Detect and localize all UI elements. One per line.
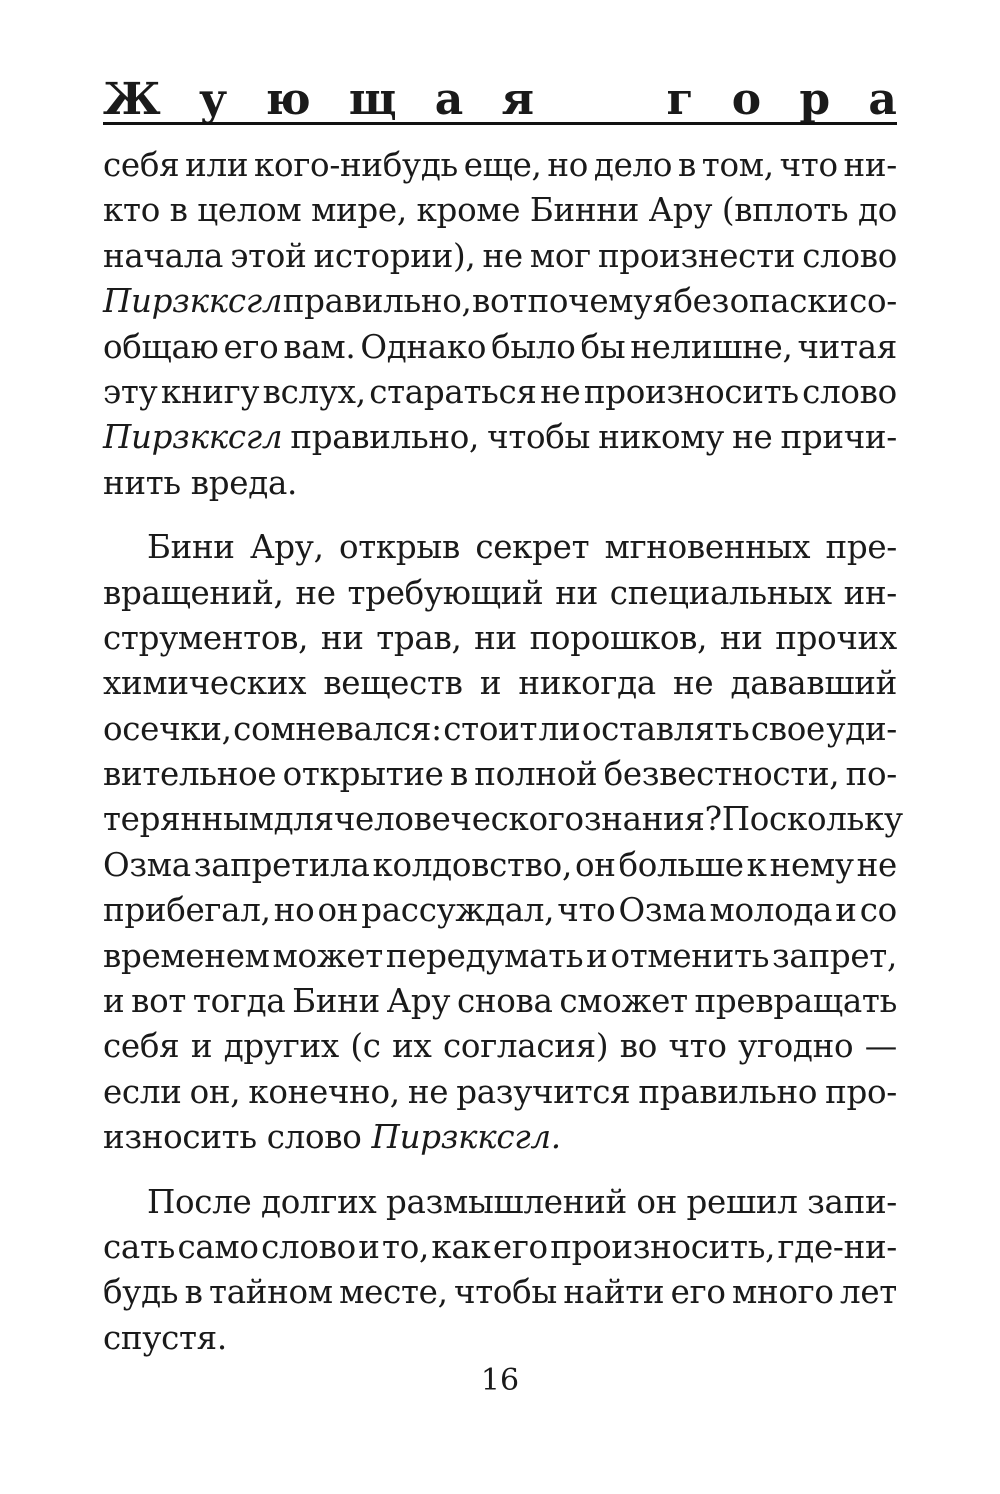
text-line: [103, 797, 903, 842]
word: но: [547, 146, 589, 184]
word: себя: [103, 1027, 180, 1066]
text-line: [103, 370, 897, 415]
word: в: [677, 146, 696, 184]
text-line: [103, 888, 897, 933]
word: Ару: [386, 982, 451, 1021]
word: в: [449, 755, 468, 794]
word: запретила: [193, 845, 370, 884]
text-line: [103, 843, 897, 888]
word: —: [864, 1027, 897, 1066]
text-line: [103, 1070, 897, 1115]
word: сможет: [559, 982, 688, 1021]
word: человеческого: [333, 800, 584, 839]
word: (с: [350, 1027, 381, 1066]
word: вот: [472, 282, 527, 321]
word: вреда.: [190, 463, 298, 502]
word: эту: [103, 372, 158, 411]
word: молода: [709, 891, 833, 930]
word: угодно: [738, 1027, 854, 1066]
text-line: [103, 752, 897, 797]
word: он: [574, 845, 616, 884]
word: Пирзкксгл: [103, 418, 283, 457]
word: и: [358, 1227, 380, 1266]
word: про-: [825, 1072, 897, 1111]
word: общаю: [103, 327, 219, 366]
word: том,: [701, 146, 774, 184]
word: свое: [750, 709, 825, 748]
word: ни: [555, 573, 598, 612]
word: временем: [103, 936, 270, 975]
word: Бинни: [529, 191, 639, 230]
word: себя: [103, 146, 180, 184]
text-line: [103, 1225, 897, 1270]
word: Поскольку: [721, 800, 903, 839]
word: дело: [593, 146, 673, 184]
word: если: [103, 1072, 182, 1111]
word: тогда: [192, 982, 286, 1021]
word: больше: [618, 845, 744, 884]
word: без: [673, 282, 730, 321]
word: где-ни-: [777, 1227, 897, 1266]
text-line: [103, 707, 897, 752]
word: секрет: [475, 528, 590, 567]
word: и: [103, 982, 125, 1021]
word: размышлений: [385, 1182, 627, 1221]
running-head-letter: щ: [348, 74, 397, 125]
word: что: [668, 1027, 727, 1066]
word: много: [732, 1273, 834, 1312]
word: ни: [719, 618, 763, 657]
text-line: [103, 571, 897, 616]
page-number: 16: [480, 1363, 520, 1398]
word: опаски: [729, 282, 849, 321]
paragraph-gap: [103, 506, 897, 525]
header-rule: [103, 122, 897, 125]
word: Ару,: [249, 528, 324, 567]
word: Однако: [360, 327, 487, 366]
word: кто: [103, 191, 160, 230]
word: никогда: [518, 664, 656, 703]
word: ин-: [843, 573, 897, 612]
word: этой: [230, 236, 307, 275]
running-head-letter: г: [666, 74, 694, 125]
word: чтобы: [487, 418, 591, 457]
word: После: [147, 1182, 252, 1221]
word: не: [407, 1072, 449, 1111]
word: Бини: [292, 982, 380, 1021]
word: знания?: [583, 800, 722, 839]
word: для: [273, 800, 334, 839]
word: произнести: [597, 236, 796, 275]
word: не: [295, 573, 336, 612]
word: и: [479, 664, 502, 703]
word: уди-: [826, 709, 897, 748]
word: сать: [103, 1227, 176, 1266]
word: кого-нибудь: [254, 146, 458, 184]
word: вот: [131, 982, 187, 1021]
running-head: [103, 62, 897, 125]
word: трав,: [376, 618, 462, 657]
word: до: [857, 191, 897, 230]
word: требующий: [347, 573, 544, 612]
word: полной: [474, 755, 598, 794]
word: тайном: [209, 1273, 333, 1312]
body-text: [103, 143, 903, 1361]
word: лет: [840, 1273, 897, 1312]
word: нему: [769, 845, 854, 884]
word: месте,: [339, 1273, 448, 1312]
text-line: [103, 1024, 897, 1069]
word: веществ: [323, 664, 463, 703]
word: не: [732, 418, 773, 457]
word: как: [431, 1227, 491, 1266]
word: Ару: [648, 191, 713, 230]
word: будь: [103, 1273, 179, 1312]
word: само: [177, 1227, 259, 1266]
word: книгу: [160, 372, 260, 411]
word: пре-: [825, 528, 897, 567]
text-line: [103, 143, 897, 188]
word: Пирзкксгл: [103, 282, 283, 321]
word: стараться: [369, 372, 537, 411]
word: конечно,: [248, 1072, 400, 1111]
word: его: [492, 1227, 548, 1266]
word: запи-: [807, 1182, 897, 1221]
text-line: [103, 325, 897, 370]
word: износить: [103, 1118, 257, 1157]
word: правильно,: [290, 418, 480, 457]
word: мог: [529, 236, 591, 275]
running-head-letter: я: [501, 74, 534, 125]
word: почему: [527, 282, 653, 321]
word: бы: [580, 327, 626, 366]
word: и: [586, 936, 608, 975]
word: согласия): [443, 1027, 609, 1066]
word: прибегал,: [103, 891, 271, 930]
word: он: [317, 891, 359, 930]
word: не: [673, 664, 714, 703]
word: ли: [538, 709, 581, 748]
word: (вплоть: [721, 191, 849, 230]
word: специальных: [609, 573, 832, 612]
word: решил: [686, 1182, 798, 1221]
word: причи-: [780, 418, 897, 457]
running-head-letter: у: [199, 74, 228, 125]
word: вительное: [103, 755, 277, 794]
running-head-letter: а: [434, 74, 464, 125]
running-head-letter: ю: [265, 74, 311, 125]
word: в: [184, 1273, 203, 1312]
word: правильно: [638, 1072, 818, 1111]
word: передумать: [385, 936, 584, 975]
word: мгновенных: [604, 528, 811, 567]
word: истории),: [313, 236, 476, 275]
word: колдовство,: [372, 845, 572, 884]
text-line: [103, 1115, 897, 1160]
text-line: [103, 279, 897, 324]
word: он: [636, 1182, 677, 1221]
word: и: [190, 1027, 213, 1066]
word: найти: [563, 1273, 665, 1312]
word: кроме: [416, 191, 521, 230]
text-line: [103, 525, 897, 570]
word: спустя.: [103, 1318, 227, 1357]
word: отменить: [610, 936, 770, 975]
word: начала: [103, 236, 224, 275]
word: его: [223, 327, 279, 366]
word: вам.: [283, 327, 356, 366]
word: чтобы: [454, 1273, 557, 1312]
word: долгих: [261, 1182, 377, 1221]
word: он,: [189, 1072, 241, 1111]
word: было: [491, 327, 576, 366]
word: превращать: [694, 982, 897, 1021]
word: во: [619, 1027, 657, 1066]
word: в: [169, 191, 188, 230]
word: оставлять: [581, 709, 750, 748]
word: целом: [197, 191, 302, 230]
word: химических: [103, 664, 307, 703]
word: по-: [845, 755, 897, 794]
text-line: [103, 661, 897, 706]
word: сомневался:: [233, 709, 442, 748]
word: разучится: [456, 1072, 631, 1111]
word: безвестности,: [603, 755, 840, 794]
text-line: [103, 188, 897, 233]
running-head-letter: а: [868, 74, 897, 125]
text-line: [103, 1180, 897, 1225]
word: со-: [849, 282, 897, 321]
word: читая: [797, 327, 897, 366]
running-head-letter: о: [731, 74, 762, 125]
word: произносить: [583, 372, 799, 411]
word: слово: [802, 236, 897, 275]
word: рассуждал,: [361, 891, 555, 930]
word: открыв: [338, 528, 460, 567]
word: запрет,: [771, 936, 897, 975]
word: Озма: [618, 891, 707, 930]
word: со: [859, 891, 897, 930]
word: других: [223, 1027, 339, 1066]
word: снова: [457, 982, 553, 1021]
text-line: [103, 1316, 897, 1361]
word: ни: [320, 618, 364, 657]
word: никому: [598, 418, 725, 457]
word: вслух,: [262, 372, 366, 411]
text-line: [103, 234, 897, 279]
word: может: [272, 936, 383, 975]
word: струментов,: [103, 618, 309, 657]
word: вращений,: [103, 573, 284, 612]
word: и: [835, 891, 857, 930]
word: или: [185, 146, 249, 184]
word: слово: [802, 372, 897, 411]
word: к: [746, 845, 767, 884]
word: порошков,: [529, 618, 708, 657]
word: ни-: [843, 146, 897, 184]
word: нелишне,: [630, 327, 793, 366]
word: правильно,: [282, 282, 472, 321]
word: ни: [474, 618, 517, 657]
running-head-letter: р: [799, 74, 831, 125]
word: терянным: [103, 800, 274, 839]
word: что: [557, 891, 616, 930]
text-line: [103, 616, 897, 661]
text-line: [103, 461, 897, 506]
word: нить: [103, 463, 181, 502]
text-line: [103, 415, 897, 460]
word: слово: [266, 1118, 362, 1157]
word: открытие: [282, 755, 444, 794]
word: произносить,: [550, 1227, 776, 1266]
word: я: [652, 282, 673, 321]
word: осечки,: [103, 709, 232, 748]
word: не: [540, 372, 581, 411]
word: слово: [261, 1227, 356, 1266]
word: то,: [382, 1227, 429, 1266]
word: их: [392, 1027, 432, 1066]
text-line: [103, 934, 897, 979]
word: Пирзкксгл.: [371, 1118, 561, 1157]
word: не: [482, 236, 523, 275]
word: еще,: [463, 146, 542, 184]
word: Бини: [147, 528, 235, 567]
text-line: [103, 979, 897, 1024]
text-line: [103, 1270, 897, 1315]
word: мире,: [311, 191, 407, 230]
word: но: [273, 891, 315, 930]
word: что: [779, 146, 838, 184]
word: Озма: [103, 845, 191, 884]
word: не: [856, 845, 897, 884]
word: дававший: [730, 664, 897, 703]
paragraph-gap: [103, 1161, 897, 1180]
word: прочих: [775, 618, 897, 657]
running-head-letter: Ж: [103, 74, 161, 125]
word: его: [670, 1273, 726, 1312]
word: стоит: [443, 709, 538, 748]
